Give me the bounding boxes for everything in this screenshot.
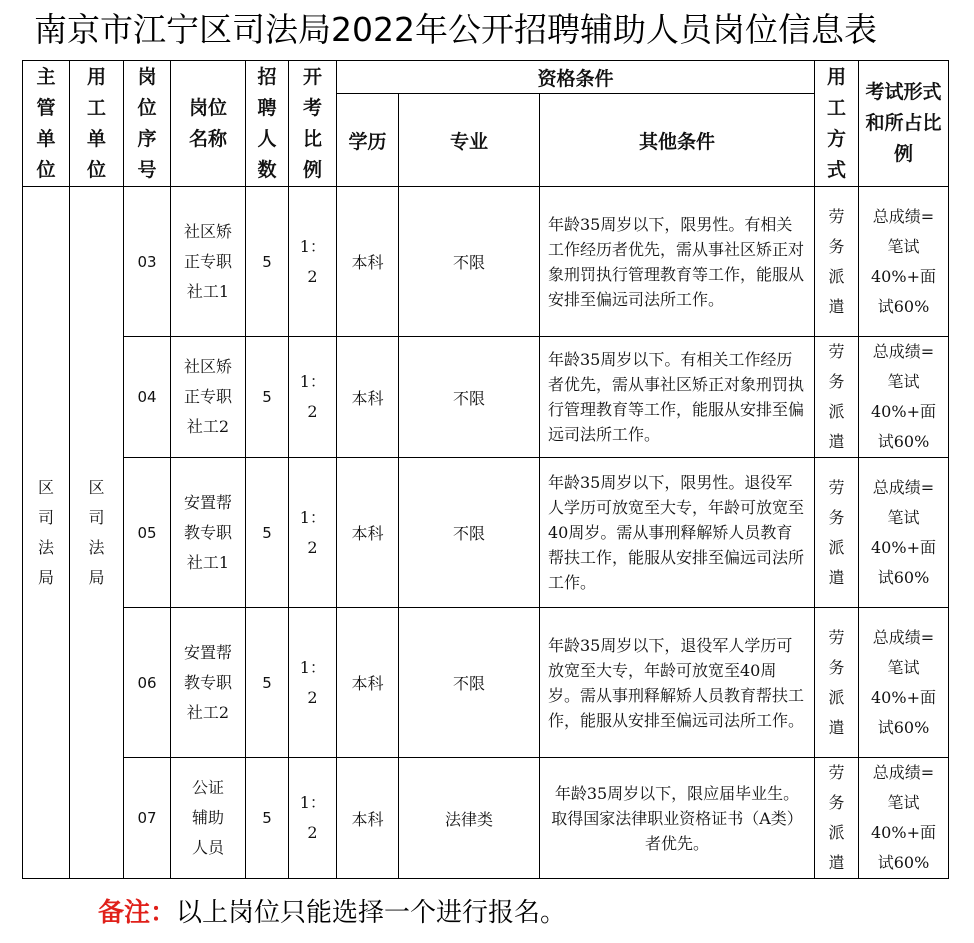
exam-cell: 总成绩=笔试40%+面试60%	[859, 758, 949, 879]
header-ratio: 开考比例	[289, 61, 337, 187]
edu-cell: 本科	[337, 337, 399, 458]
header-seq: 岗位序号	[124, 61, 171, 187]
table-row	[23, 458, 949, 608]
ratio-cell: 1：2	[289, 187, 337, 337]
count-cell: 5	[246, 758, 289, 879]
ratio-cell: 1：2	[289, 758, 337, 879]
name-cell: 社区矫正专职社工1	[171, 187, 246, 337]
edu-cell: 本科	[337, 608, 399, 758]
header-count: 招聘人数	[246, 61, 289, 187]
header-method: 用工方式	[815, 61, 859, 187]
method-cell: 劳务派遣	[815, 608, 859, 758]
footnote	[98, 893, 566, 933]
edu-cell: 本科	[337, 458, 399, 608]
seq-cell: 04	[124, 337, 171, 458]
name-cell: 社区矫正专职社工2	[171, 337, 246, 458]
exam-cell: 总成绩=笔试40%+面试60%	[859, 337, 949, 458]
table-row	[23, 608, 949, 758]
method-cell: 劳务派遣	[815, 187, 859, 337]
page-title: 南京市江宁区司法局2022年公开招聘辅助人员岗位信息表	[34, 10, 877, 49]
major-cell: 不限	[399, 187, 540, 337]
exam-cell: 总成绩=笔试40%+面试60%	[859, 458, 949, 608]
exam-cell: 总成绩=笔试40%+面试60%	[859, 608, 949, 758]
header-dept: 主管单位	[23, 61, 70, 187]
count-cell: 5	[246, 608, 289, 758]
other-cell: 年龄35周岁以下。有相关工作经历者优先，需从事社区矫正对象刑罚执行管理教育等工作，能服从安排至偏远司法所工作。	[540, 337, 815, 458]
method-cell: 劳务派遣	[815, 458, 859, 608]
header-major: 专业	[399, 94, 540, 187]
other-cell: 年龄35周岁以下，限男性。退役军人学历可放宽至大专，年龄可放宽至40周岁。需从事刑释解矫人员教育帮扶工作，能服从安排至偏远司法所工作。	[540, 458, 815, 608]
job-info-table	[22, 60, 949, 879]
count-cell: 5	[246, 458, 289, 608]
major-cell: 不限	[399, 608, 540, 758]
table-row	[23, 758, 949, 879]
footnote-label: 备注：	[98, 898, 177, 928]
seq-cell: 06	[124, 608, 171, 758]
ratio-cell: 1：2	[289, 608, 337, 758]
name-cell: 安置帮教专职社工1	[171, 458, 246, 608]
method-cell: 劳务派遣	[815, 758, 859, 879]
ratio-cell: 1：2	[289, 458, 337, 608]
seq-cell: 03	[124, 187, 171, 337]
name-cell: 公证辅助人员	[171, 758, 246, 879]
count-cell: 5	[246, 337, 289, 458]
name-cell: 安置帮教专职社工2	[171, 608, 246, 758]
seq-cell: 05	[124, 458, 171, 608]
header-other: 其他条件	[540, 94, 815, 187]
major-cell: 不限	[399, 458, 540, 608]
ratio-cell: 1：2	[289, 337, 337, 458]
footnote-text: 以上岗位只能选择一个进行报名。	[176, 898, 567, 928]
table-row	[23, 337, 949, 458]
major-cell: 不限	[399, 337, 540, 458]
edu-cell: 本科	[337, 187, 399, 337]
other-cell: 年龄35周岁以下，限应届毕业生。取得国家法律职业资格证书（A类）者优先。	[540, 758, 815, 879]
header-name: 岗位名称	[171, 61, 246, 187]
exam-cell: 总成绩=笔试40%+面试60%	[859, 187, 949, 337]
header-education: 学历	[337, 94, 399, 187]
seq-cell: 07	[124, 758, 171, 879]
other-cell: 年龄35周岁以下，退役军人学历可放宽至大专，年龄可放宽至40周岁。需从事刑释解矫人员教育帮扶工作，能服从安排至偏远司法所工作。	[540, 608, 815, 758]
count-cell: 5	[246, 187, 289, 337]
dept-cell: 区司法局	[23, 187, 70, 879]
unit-cell: 区司法局	[70, 187, 124, 879]
table-row	[23, 187, 949, 337]
header-qualifications: 资格条件	[337, 61, 815, 94]
major-cell: 法律类	[399, 758, 540, 879]
header-unit: 用工单位	[70, 61, 124, 187]
method-cell: 劳务派遣	[815, 337, 859, 458]
other-cell: 年龄35周岁以下，限男性。有相关工作经历者优先，需从事社区矫正对象刑罚执行管理教育等工作，能服从安排至偏远司法所工作。	[540, 187, 815, 337]
edu-cell: 本科	[337, 758, 399, 879]
header-exam: 考试形式和所占比例	[859, 61, 949, 187]
